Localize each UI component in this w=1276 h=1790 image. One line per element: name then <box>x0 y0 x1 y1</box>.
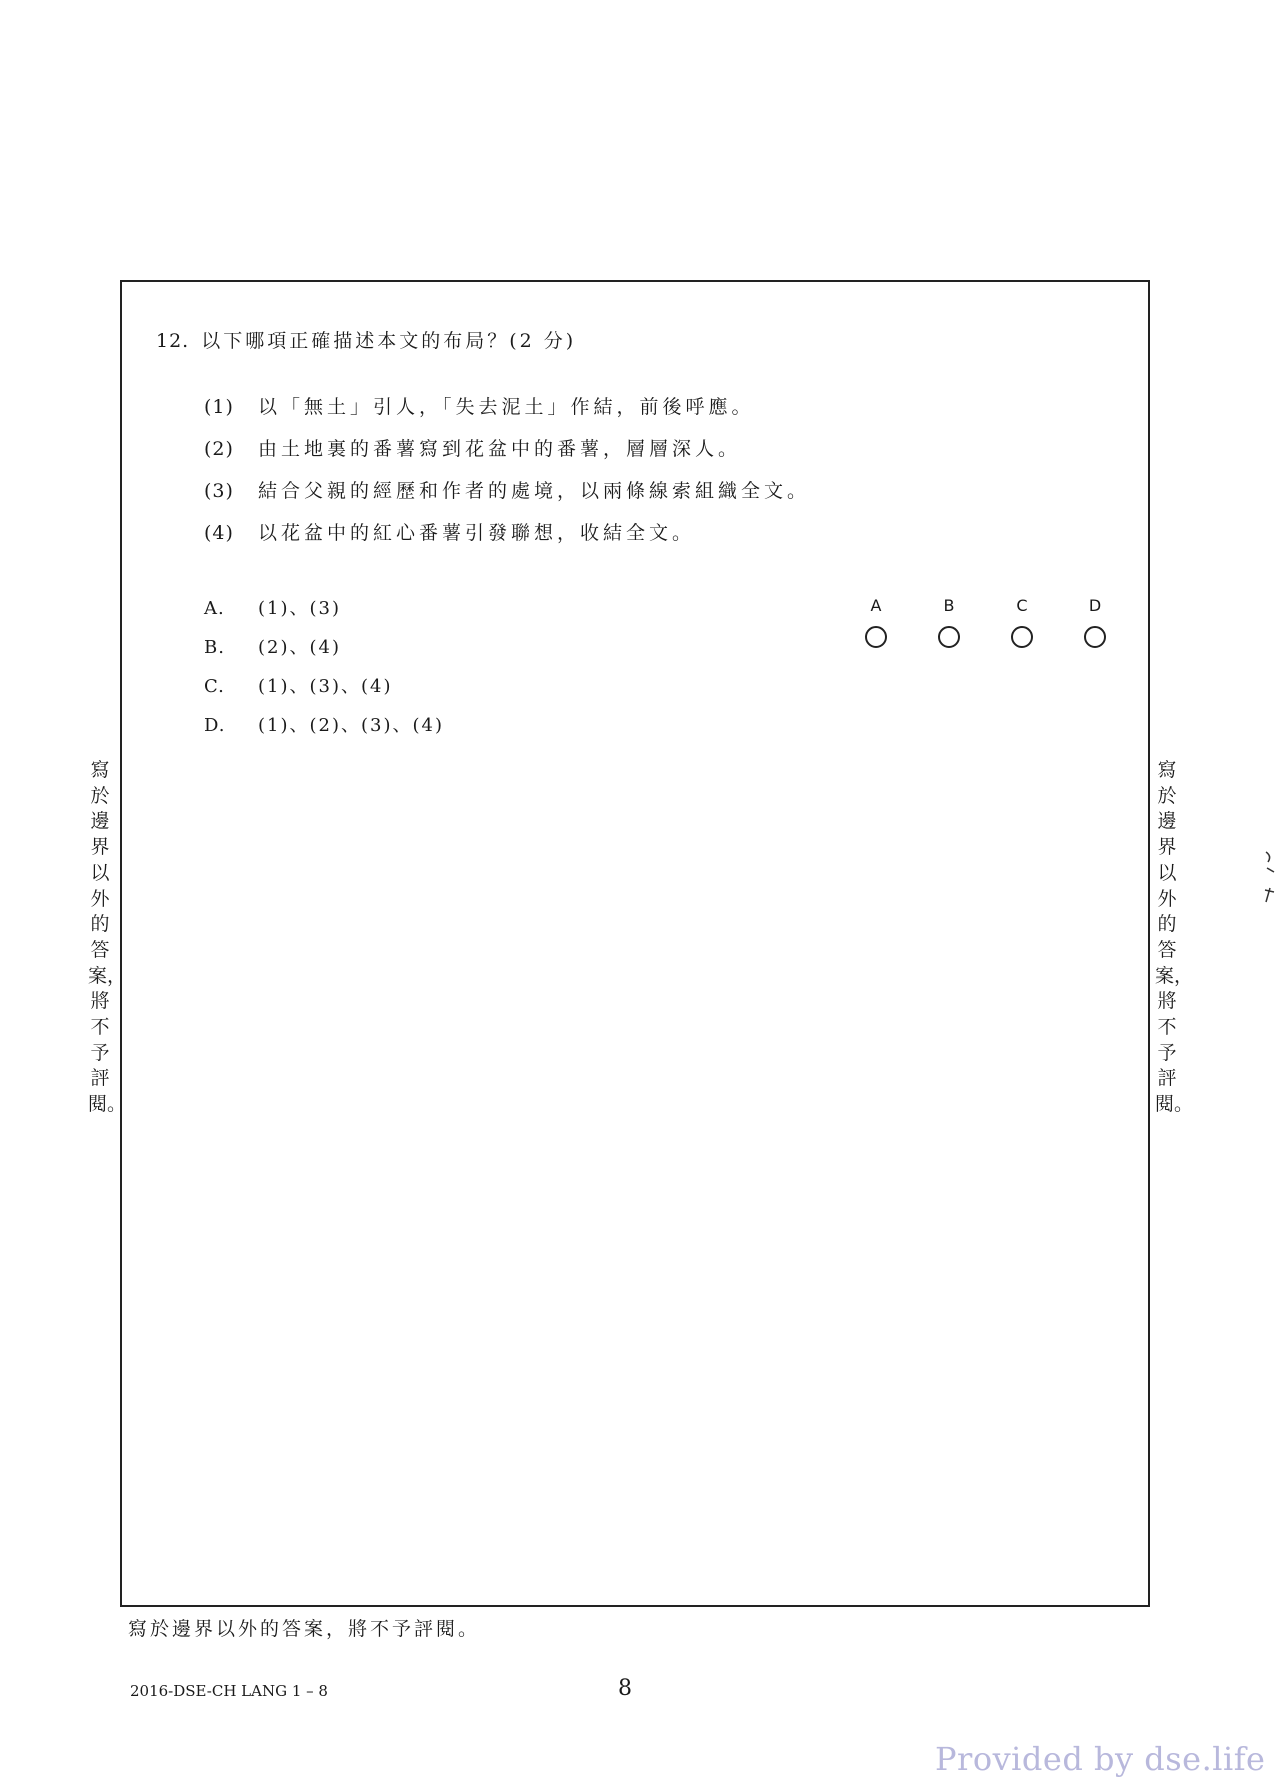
bubble-letter: B <box>943 596 955 615</box>
option-letter: C. <box>204 676 225 697</box>
answer-bubble-a[interactable] <box>856 596 896 648</box>
side-note-right: 寫於邊界以外的答案，將不予評閱。 <box>1155 759 1194 1116</box>
option-letter: D. <box>204 715 226 736</box>
option-b <box>204 633 341 659</box>
edge-scan-mark <box>1262 848 1276 916</box>
answer-box <box>120 280 1150 1607</box>
bubble-letter: A <box>870 596 882 615</box>
option-a <box>204 594 341 620</box>
option-letter: A. <box>204 598 225 619</box>
question-header <box>156 326 576 353</box>
statement-2 <box>204 434 741 461</box>
option-text: (2)、(4) <box>258 637 341 658</box>
bubble-circle[interactable] <box>938 626 960 648</box>
bottom-margin-note: 寫於邊界以外的答案，將不予評閱。 <box>128 1618 481 1640</box>
option-text: (1)、(3) <box>258 598 341 619</box>
page-number: 8 <box>618 1676 632 1701</box>
question-number: 12. <box>156 330 190 352</box>
statement-text: 結合父親的經歷和作者的處境，以兩條線索組織全文。 <box>258 480 811 502</box>
footer-paper-code: 2016-DSE-CH LANG 1 – 8 <box>130 1682 328 1700</box>
option-letter: B. <box>204 637 225 658</box>
watermark: Provided by dse.life <box>935 1740 1266 1778</box>
bubble-circle[interactable] <box>1084 626 1106 648</box>
statement-number: (1) <box>204 396 234 418</box>
answer-bubble-d[interactable] <box>1075 596 1115 648</box>
side-note-left: 寫於邊界以外的答案，將不予評閱。 <box>88 759 127 1116</box>
answer-bubble-c[interactable] <box>1002 596 1042 648</box>
bubble-circle[interactable] <box>865 626 887 648</box>
scan-artifact-icon <box>1262 848 1276 908</box>
answer-bubble-b[interactable] <box>929 596 969 648</box>
option-text: (1)、(2)、(3)、(4) <box>258 715 444 736</box>
statement-1 <box>204 392 755 419</box>
bubble-circle[interactable] <box>1011 626 1033 648</box>
statement-4 <box>204 518 695 545</box>
option-text: (1)、(3)、(4) <box>258 676 393 697</box>
bubble-letter: C <box>1016 596 1028 615</box>
statement-number: (3) <box>204 480 234 502</box>
option-d <box>204 711 444 737</box>
statement-text: 以「無土」引人，「失去泥土」作結，前後呼應。 <box>258 396 755 418</box>
option-c <box>204 672 393 698</box>
statement-text: 以花盆中的紅心番薯引發聯想，收結全文。 <box>258 522 696 544</box>
question-prompt: 以下哪項正確描述本文的布局？(2 分) <box>201 330 577 352</box>
bubble-letter: D <box>1088 596 1102 615</box>
statement-number: (2) <box>204 438 234 460</box>
statement-3 <box>204 476 810 503</box>
statement-number: (4) <box>204 522 234 544</box>
statement-text: 由土地裏的番薯寫到花盆中的番薯，層層深人。 <box>258 438 742 460</box>
